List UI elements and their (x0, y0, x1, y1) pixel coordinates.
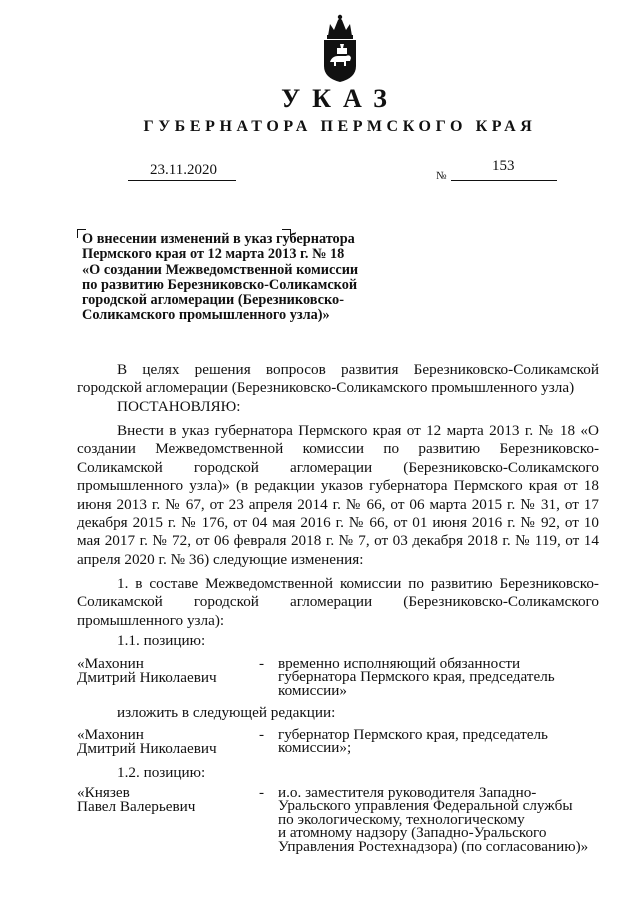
replace-label: изложить в следующей редакции: (117, 704, 336, 721)
heading-line: Соликамского промышленного узла)» (82, 307, 330, 324)
name-line: Павел Валерьевич (77, 798, 196, 815)
name-line: Дмитрий Николаевич (77, 669, 217, 686)
desc-line: Управления Ростехнадзора) (по согласованию)» (278, 837, 589, 855)
document-date: 23.11.2020 (150, 162, 217, 178)
heading-line: городской агломерации (Березниковско- (82, 292, 344, 309)
name-line: «Махонин (77, 726, 144, 743)
paragraph-item-1: 1. в составе Межведомственной комиссии по развитию Березниковско-Соликамской городской агломерации (Березниковско-Соликамского промышленного узла): (77, 575, 599, 629)
heading-line: Пермского края от 12 марта 2013 г. № 18 (82, 246, 345, 263)
entry-dash: - (259, 726, 265, 743)
decree-word: ПОСТАНОВЛЯЮ: (117, 398, 241, 415)
heading-line: «О создании Межведомственной комиссии (82, 261, 359, 278)
desc-line: комиссии»; (278, 739, 352, 757)
name-line: «Махонин (77, 655, 144, 672)
heading-line: по развитию Березниковско-Соликамской (82, 276, 358, 293)
desc-line: временно исполняющий обязанности (278, 655, 521, 672)
member-description (278, 786, 596, 853)
document-title: УКАЗ (281, 84, 399, 113)
document-number: 153 (492, 158, 515, 174)
member-name (77, 786, 257, 814)
desc-line: комиссии» (278, 681, 347, 699)
intro-paragraph: В целях решения вопросов развития Березниковско-Соликамской городской агломерации (Березниковско-Соликамского промышленного узла) (77, 361, 599, 397)
desc-line: губернатора Пермского края, председатель (278, 668, 555, 686)
paragraph-item-1-1: 1.1. позицию: (117, 632, 206, 649)
number-underline (451, 180, 557, 181)
document-subtitle: ГУБЕРНАТОРА ПЕРМСКОГО КРАЯ (143, 118, 537, 135)
desc-line: и.о. заместителя руководителя Западно- (278, 784, 537, 801)
desc-line: Уральского управления Федеральной службы (278, 797, 573, 815)
document-heading (82, 232, 382, 324)
member-name (77, 657, 257, 685)
desc-line: и атомному надзору (Западно-Уральского (278, 824, 547, 842)
desc-line: по экологическому, технологическому (278, 810, 525, 828)
name-line: Дмитрий Николаевич (77, 740, 217, 757)
member-description (278, 728, 596, 755)
heading-line: О внесении изменений в указ губернатора (82, 231, 355, 247)
entry-dash: - (259, 655, 265, 672)
desc-line: губернатор Пермского края, председатель (278, 726, 548, 743)
number-sign: № (436, 170, 447, 182)
perm-krai-emblem (316, 14, 364, 84)
member-description (278, 657, 596, 697)
entry-dash: - (259, 784, 265, 801)
member-name (77, 728, 257, 756)
date-underline (128, 180, 236, 181)
name-line: «Князев (77, 784, 130, 801)
paragraph-main: Внести в указ губернатора Пермского края от 12 марта 2013 г. № 18 «О создании Межведомственной комиссии по развитию Березниковско-Соликамской городской агломерации (Березниковско-Соликамского промышленного узла)» (в редакции указов губернатора Пермского края от 18 июня 2013 г. № 67, от 23 апреля 2014 г. № 66, от 06 марта 2015 г. № 31, от 17 декабря 2015 г. № 176, от 04 мая 2016 г. № 66, от 01 июня 2016 г. № 92, от 10 мая 2017 г. № 72, от 06 февраля 2018 г. № 7, от 03 декабря 2018 г. № 119, от 14 апреля 2020 г. № 36) следующие изменения: (77, 422, 599, 568)
paragraph-item-1-2: 1.2. позицию: (117, 764, 206, 781)
